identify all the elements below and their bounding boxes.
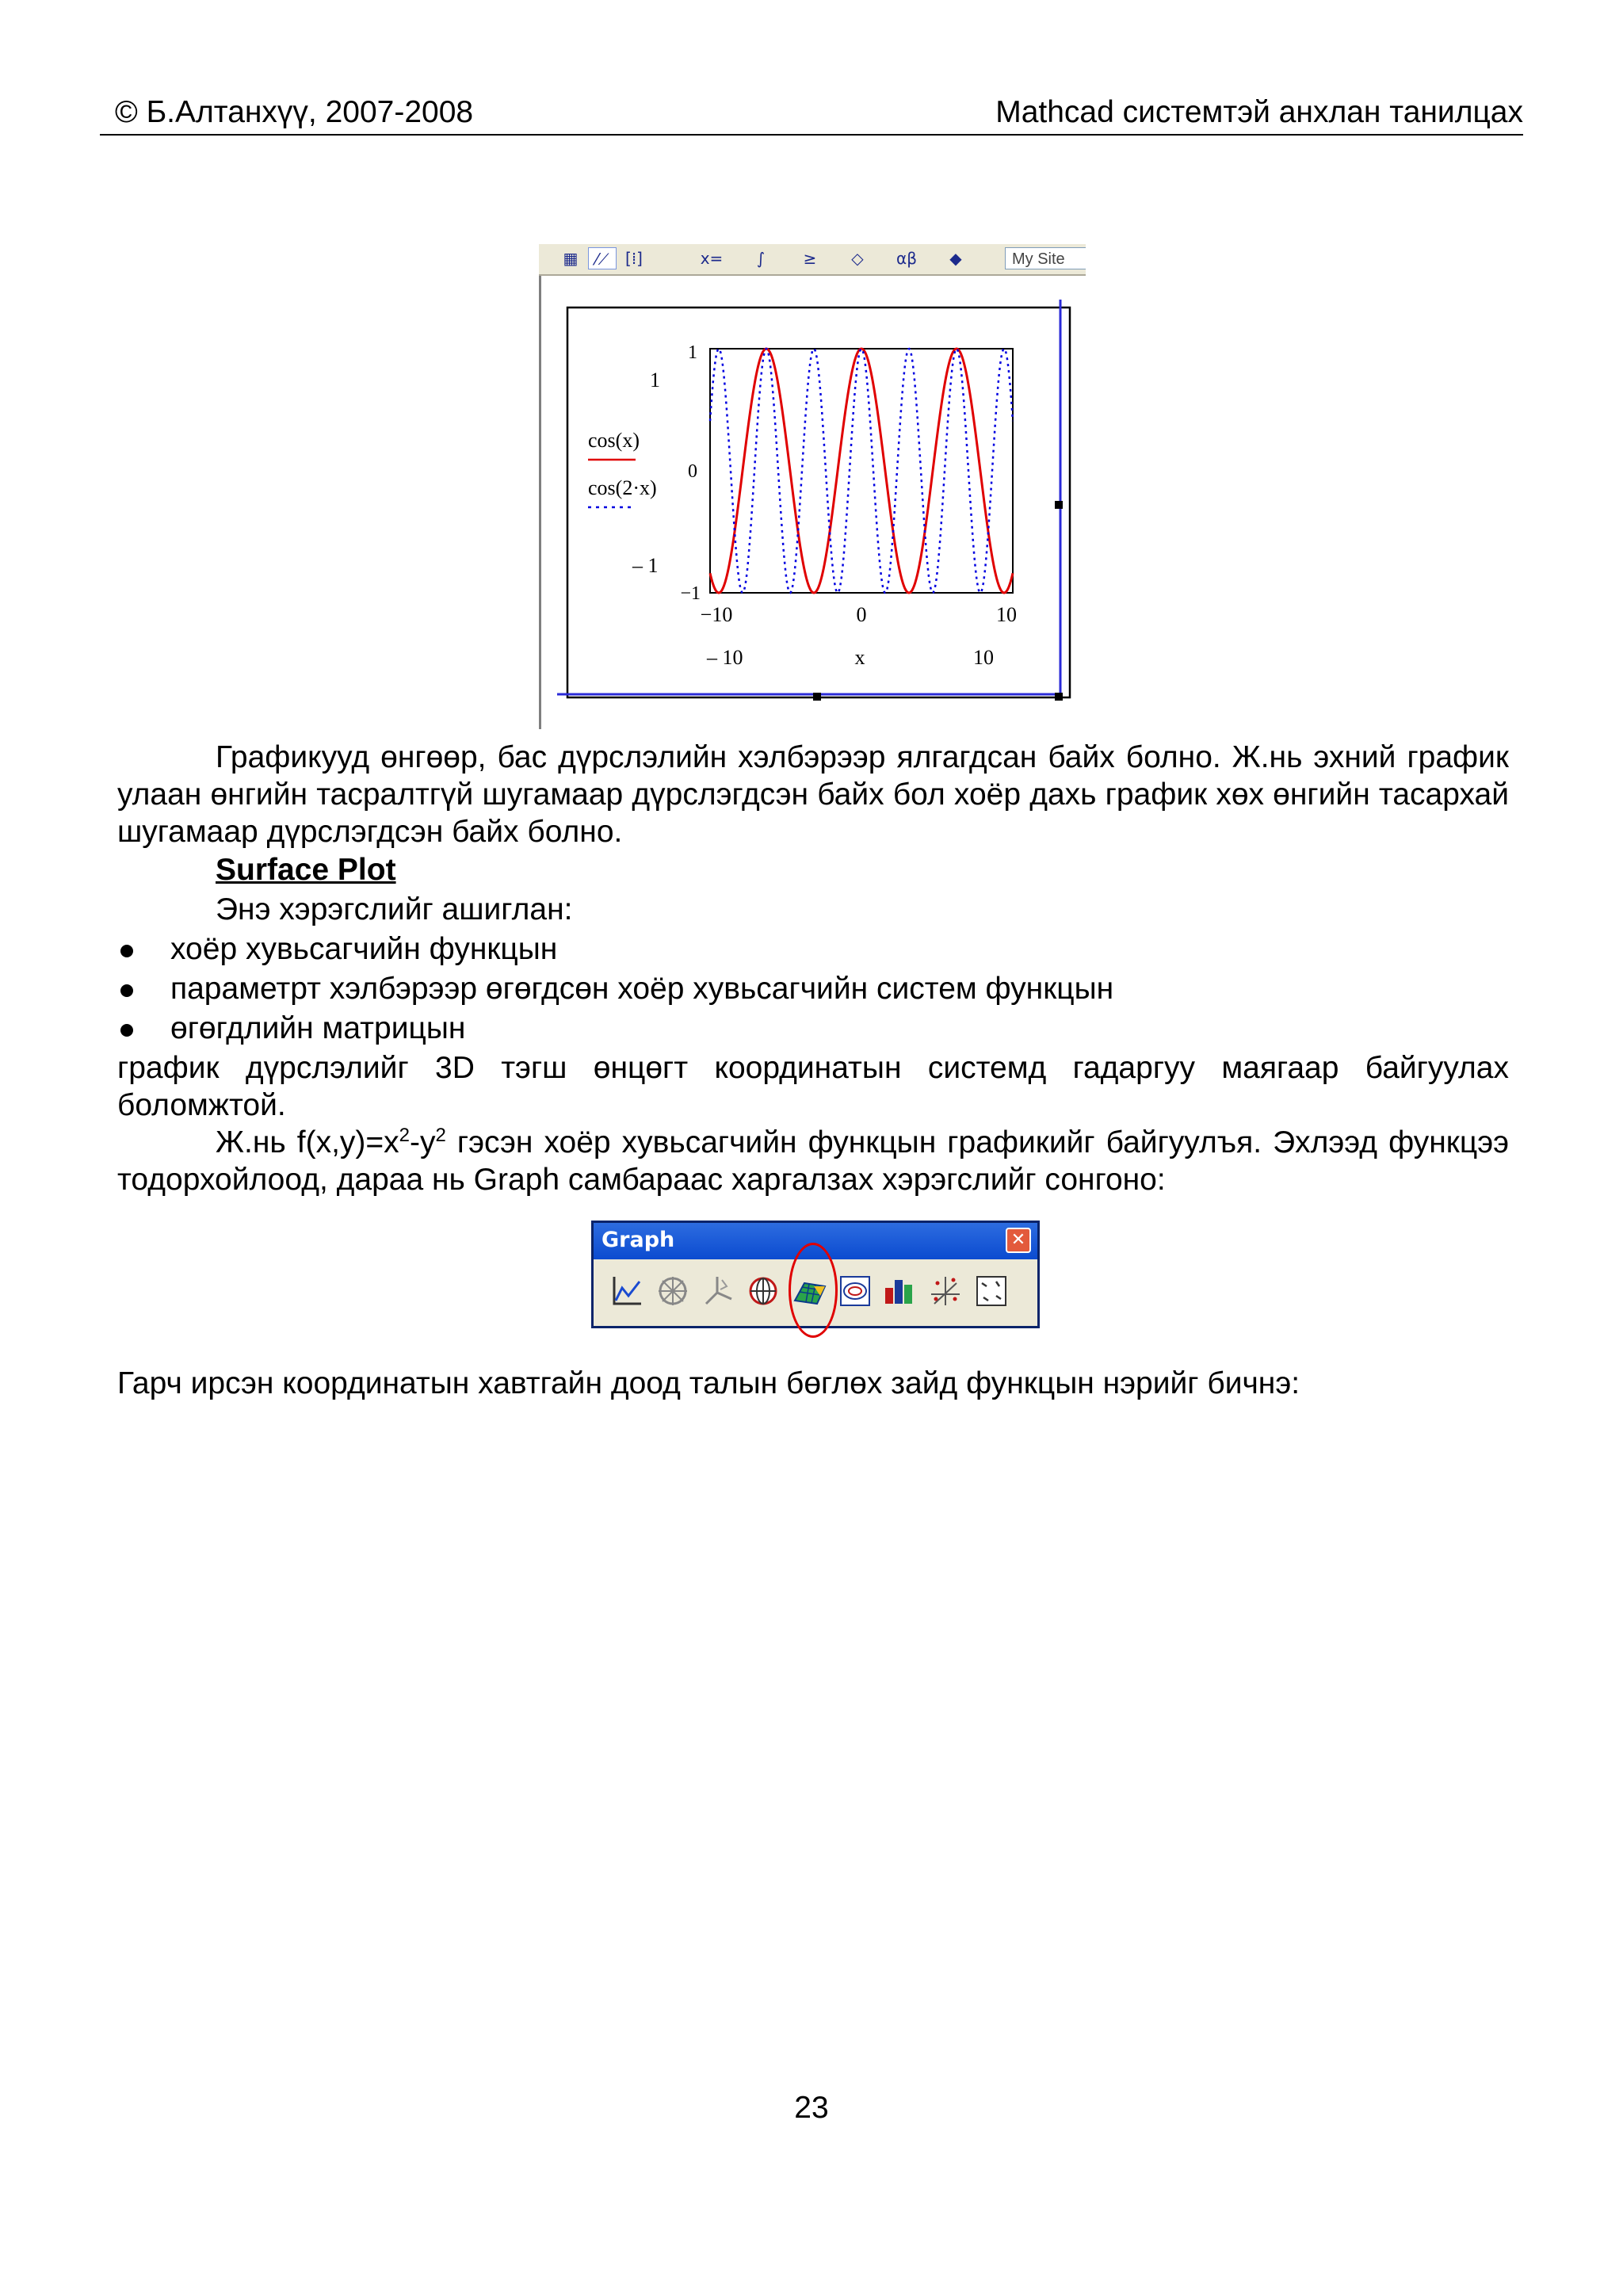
series-layer xyxy=(710,349,1013,593)
graph-toolbar-title: Graph xyxy=(601,1228,675,1252)
symbolic-icon[interactable]: ◆ xyxy=(949,249,962,268)
calculus-icon[interactable]: ∫ xyxy=(756,249,766,268)
superscript-2: 2 xyxy=(399,1125,411,1146)
resize-handle-right[interactable] xyxy=(1055,501,1063,509)
xy-plot-icon[interactable] xyxy=(608,1272,646,1310)
legend-cos-2x[interactable]: cos(2·x) xyxy=(588,476,657,499)
calculator-icon[interactable]: ▦ xyxy=(563,249,579,268)
paragraph-example-function xyxy=(117,1124,1509,1198)
superscript-2: 2 xyxy=(435,1125,446,1146)
evaluation-icon[interactable]: x= xyxy=(700,249,724,268)
my-site-input[interactable]: My Site xyxy=(1005,247,1086,269)
plot-frame xyxy=(567,308,1070,697)
bullet-dot xyxy=(120,945,133,957)
x-lower-limit[interactable]: – 10 xyxy=(707,646,743,669)
header-rule xyxy=(100,134,1523,136)
greek-icon[interactable]: αβ xyxy=(896,249,917,268)
y-tick-mid: 0 xyxy=(688,461,697,482)
bullet-item: хоёр хувьсагчийн функцын xyxy=(170,932,558,966)
3d-bar-plot-icon[interactable] xyxy=(880,1272,918,1310)
highlight-ellipse xyxy=(789,1243,838,1338)
plot-region[interactable] xyxy=(539,244,1086,729)
paragraph-3d-description: график дүрслэлийг 3D тэгш өнцөгт координатын системд гадаргуу маягаар байгуулах боломжтой. xyxy=(117,1051,1509,1122)
resize-handle-bottom[interactable] xyxy=(813,693,821,701)
legend-cos-x[interactable]: cos(x) xyxy=(588,429,640,452)
close-icon[interactable]: ✕ xyxy=(1006,1228,1031,1253)
bullet-dot xyxy=(120,984,133,997)
y-tick-top: 1 xyxy=(688,342,697,363)
intro-line: Энэ хэрэгслийг ашиглан: xyxy=(216,892,573,926)
contour-plot-icon[interactable] xyxy=(836,1272,874,1310)
x-tick-mid: 0 xyxy=(856,603,867,626)
bullet-dot xyxy=(120,1024,133,1037)
bullet-item: өгөгдлийн матрицын xyxy=(170,1011,466,1045)
programming-icon[interactable]: ◇ xyxy=(851,249,864,268)
example-text-b: -y xyxy=(410,1125,436,1159)
vector-field-icon[interactable] xyxy=(972,1272,1010,1310)
bullet-item: параметрт хэлбэрээр өгөгдсөн хоёр хувьсагчийн систем функцын xyxy=(170,972,1114,1006)
x-axis-label[interactable]: x xyxy=(854,646,865,669)
paragraph-graphs-colors: Графикууд өнгөөр, бас дүрслэлийн хэлбэрээр ялгагдсан байх болно. Ж.нь эхний график улаан өнгийн тасралтгүй шугамаар дүрслэгдсэн байх бол хоёр дахь график хөх өнгийн тасархай шугамаар дүрслэгдсэн байх болно. xyxy=(117,740,1509,849)
y-lower-limit[interactable]: – 1 xyxy=(632,554,659,577)
y-upper-limit[interactable]: 1 xyxy=(650,369,660,392)
section-heading-surface-plot: Surface Plot xyxy=(216,853,396,887)
x-upper-limit[interactable]: 10 xyxy=(973,646,994,669)
scatter-plot-icon[interactable] xyxy=(926,1272,964,1310)
page-number: 23 xyxy=(794,2091,829,2125)
series-line-cos-x xyxy=(710,349,1013,593)
header-right: Mathcad системтэй анхлан танилцах xyxy=(995,95,1523,129)
globe-icon[interactable] xyxy=(744,1272,782,1310)
plot-screenshot xyxy=(539,244,1086,729)
polar-plot-icon[interactable] xyxy=(654,1272,692,1310)
boolean-icon[interactable]: ≥ xyxy=(803,249,817,268)
x-tick-right: 10 xyxy=(996,603,1017,626)
example-text-c: гэсэн хоёр хувьсагчийн функцын графикийг байгуулъя. Эхлээд функцээ тодорхойлоод, дараа нь Graph самбараас харгалзах хэрэгслийг сонгоно: xyxy=(117,1125,1509,1197)
3d-scatter-icon[interactable] xyxy=(698,1272,736,1310)
header-left: © Б.Алтанхүү, 2007-2008 xyxy=(115,95,474,129)
example-text-a: Ж.нь f(x,y)=x xyxy=(216,1125,399,1159)
paragraph-fill-placeholder: Гарч ирсэн координатын хавтгайн доод талын бөглөх зайд функцын нэрийг бичнэ: xyxy=(117,1366,1300,1400)
graph-toolbar-icon[interactable]: ⁄⟋ xyxy=(588,247,617,269)
matrix-icon[interactable]: [⁞] xyxy=(625,249,643,268)
x-tick-left: −10 xyxy=(700,603,733,626)
y-tick-bottom: −1 xyxy=(680,583,701,604)
resize-handle-corner[interactable] xyxy=(1055,693,1063,701)
